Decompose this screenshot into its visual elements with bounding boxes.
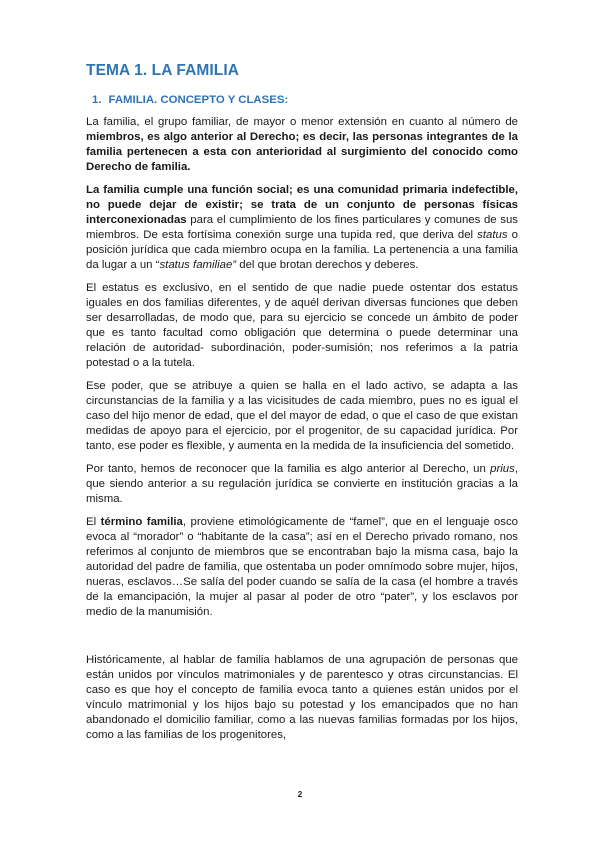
paragraph-5-text: Por tanto, hemos de reconocer que la familia es algo anterior al Derecho, un bbox=[86, 463, 491, 475]
page-number: 2 bbox=[297, 790, 303, 799]
paragraph-1-bold: miembros, es algo anterior al Derecho; es decir, las personas integrantes de la familia pertenecen a esta con anterioridad al surgimiento del conocido como Derecho de familia. bbox=[86, 131, 518, 173]
section-heading bbox=[92, 94, 518, 106]
paragraph-2 bbox=[86, 183, 518, 273]
paragraph-1-text: La familia, el grupo familiar, de mayor o menor extensión en cuanto al número de bbox=[86, 116, 518, 128]
paragraph-2-text-2: o posición jurídica que cada miembro ocupa en la familia. La pertenencia a una familia da lugar a un “ bbox=[86, 229, 519, 271]
paragraph-4: Ese poder, que se atribuye a quien se halla en el lado activo, se adapta a las circunstancias de la familia y a las vicisitudes de cada miembro, pues no es igual el caso del hijo menor de edad, que el del mayor de edad, o que el caso de que existan medidas de apoyo para el ejercicio, por el progenitor, de su capacidad jurídica. Por tanto, ese poder es flexible, y aumenta en la medida de la insuficiencia del sometido. bbox=[86, 380, 518, 452]
paragraph-1 bbox=[86, 115, 518, 175]
paragraph-3: El estatus es exclusivo, en el sentido de que nadie puede ostentar dos estatus iguales en dos familias diferentes, y de aquél derivan diversas funciones que deben ser desarrolladas, de modo que, para su ejercicio se concede un ámbito de poder que es tanto facultad como obligación que determina o puede determinar una relación de autoridad- subordinación, poder-sumisión; nos referimos a la patria potestad o a la tutela. bbox=[86, 282, 518, 369]
section-number: 1. bbox=[92, 94, 102, 106]
page-title: TEMA 1. LA FAMILIA bbox=[86, 62, 240, 79]
paragraph-2-bold: La familia cumple una función social; es una comunidad primaria indefectible, no puede dejar de existir; se trata de un conjunto de personas físicas interconexionadas bbox=[86, 184, 518, 226]
paragraph-2-status: status bbox=[477, 229, 508, 241]
section-title: FAMILIA. CONCEPTO Y CLASES: bbox=[108, 94, 289, 106]
paragraph-2-status-familiae: status familiae” bbox=[159, 259, 237, 271]
paragraph-6-bold: término familia bbox=[100, 516, 183, 528]
paragraph-5-prius: prius bbox=[490, 463, 515, 475]
paragraph-7: Históricamente, al hablar de familia hablamos de una agrupación de personas que están unidos por vínculos matrimoniales y de parentesco y otras circunstancias. El caso es que hoy el concepto de familia evoca tanto a quienes están unidos por el vínculo matrimonial y los hijos bajo su potestad y los emancipados que no han abandonado el domicilio familiar, como a las nuevas familias formadas por los hijos, como a las familias de los progenitores, bbox=[86, 654, 518, 741]
paragraph-6-text: El bbox=[86, 516, 101, 528]
paragraph-5-text-2: , que siendo anterior a su regulación jurídica se convierte en institución gracias a la misma. bbox=[86, 463, 518, 505]
paragraph-6-text-2: , proviene etimológicamente de “famel”, que en el lenguaje osco evoca al “morador” o “habitante de la casa”; así en el Derecho privado romano, nos referimos al conjunto de miembros que se encontraban bajo la misma casa, bajo la autoridad del padre de familia, que ostentaba un poder omnímodo sobre mujer, hijos, nueras, esclavos…Se salía del poder cuando se salía de la casa (el hombre a través de la emancipación, la mujer al pasar al poder de otro “pater”, y los esclavos por medio de la manumisión. bbox=[86, 516, 518, 618]
paragraph-5 bbox=[86, 462, 518, 507]
paragraph-2-text-3: del que brotan derechos y deberes. bbox=[236, 259, 419, 271]
paragraph-2-text: para el cumplimiento de los fines particulares y comunes de sus miembros. De esta fortísima conexión surge una tupida red, que deriva del bbox=[86, 214, 518, 241]
document-body bbox=[86, 62, 518, 743]
paragraph-6 bbox=[86, 515, 518, 620]
